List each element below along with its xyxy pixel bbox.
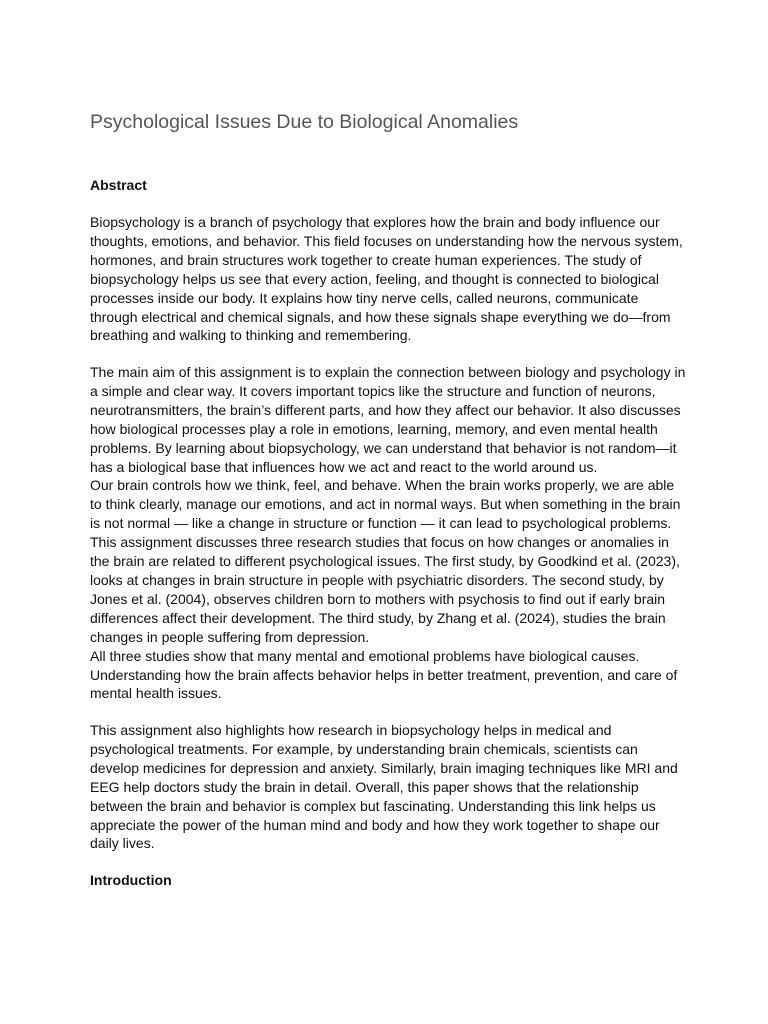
text-line: Biopsychology is a branch of psychology that explores how the brain and body influence our: [90, 214, 660, 230]
text-line: This assignment also highlights how research in biopsychology helps in medical and: [90, 722, 612, 738]
text-line: looks at changes in brain structure in people with psychiatric disorders. The second study, by: [90, 571, 664, 588]
text-line: between the brain and behavior is complex but fascinating. Understanding this link helps us: [90, 797, 656, 814]
text-line: thoughts, emotions, and behavior. This field focuses on understanding how the nervous system,: [90, 232, 683, 249]
text-line: develop medicines for depression and anxiety. Similarly, brain imaging techniques like MRI and: [90, 759, 678, 776]
abstract-paragraph-2: [90, 363, 690, 703]
text-line: through electrical and chemical signals, and how these signals shape everything we do—from: [90, 308, 671, 325]
text-line: Jones et al. (2004), observes children born to mothers with psychosis to find out if early brain: [90, 590, 666, 607]
text-line: hormones, and brain structures work together to create human experiences. The study of: [90, 251, 642, 268]
text-line: daily lives.: [90, 835, 155, 852]
abstract-paragraph-1: [90, 213, 690, 345]
text-line: differences affect their development. The third study, by Zhang et al. (2024), studies the brain: [90, 609, 666, 626]
text-line: the brain are related to different psychological issues. The first study, by Goodkind et al. (2023),: [90, 553, 680, 570]
abstract-heading: Abstract: [90, 177, 147, 193]
text-line: a simple and clear way. It covers important topics like the structure and function of neurons,: [90, 382, 656, 399]
text-line: has a biological base that influences how we act and react to the world around us.: [90, 458, 598, 475]
text-line: mental health issues.: [90, 685, 222, 702]
text-line: psychological treatments. For example, by understanding brain chemicals, scientists can: [90, 740, 638, 757]
text-line: EEG help doctors study the brain in detail. Overall, this paper shows that the relationship: [90, 778, 639, 795]
introduction-heading: Introduction: [90, 872, 172, 888]
text-line: biopsychology helps us see that every action, feeling, and thought is connected to biological: [90, 270, 659, 287]
text-line: appreciate the power of the human mind and body and how they work together to shape our: [90, 816, 660, 833]
document-title: Psychological Issues Due to Biological Anomalies: [90, 111, 519, 133]
text-line: changes in people suffering from depression.: [90, 628, 370, 645]
abstract-paragraph-3: [90, 721, 690, 853]
text-line: neurotransmitters, the brain’s different parts, and how they affect our behavior. It also discusses: [90, 401, 681, 418]
text-line: to think clearly, manage our emotions, and act in normal ways. But when something in the brain: [90, 496, 681, 513]
text-line: how biological processes play a role in emotions, learning, memory, and even mental health: [90, 420, 658, 437]
text-line: All three studies show that many mental and emotional problems have biological causes.: [90, 647, 640, 664]
text-line: processes inside our body. It explains how tiny nerve cells, called neurons, communicate: [90, 289, 639, 306]
text-line: This assignment discusses three research studies that focus on how changes or anomalies in: [90, 534, 669, 551]
text-line: breathing and walking to thinking and remembering.: [90, 327, 412, 344]
text-line: problems. By learning about biopsychology, we can understand that behavior is not random—it: [90, 439, 677, 456]
text-line: is not normal — like a change in structure or function — it can lead to psychological problems.: [90, 515, 672, 532]
text-line: Understanding how the brain affects behavior helps in better treatment, prevention, and care of: [90, 666, 678, 683]
text-line: The main aim of this assignment is to explain the connection between biology and psychology in: [90, 364, 686, 380]
text-line: Our brain controls how we think, feel, and behave. When the brain works properly, we are able: [90, 477, 675, 494]
